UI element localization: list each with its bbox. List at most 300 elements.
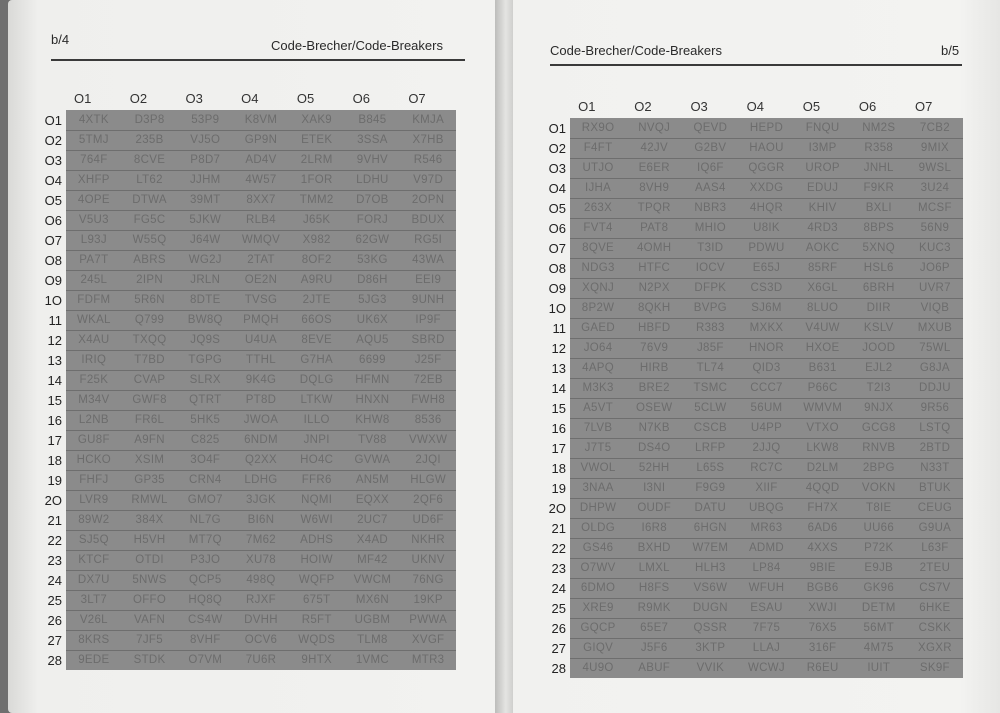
code-cell: QSSR: [693, 621, 728, 634]
code-cell: IJHA: [585, 181, 612, 194]
code-cell: 2TAT: [247, 253, 275, 266]
code-cell: FDFM: [77, 293, 111, 306]
column-header: O6: [858, 99, 877, 114]
code-cell: 3NAA: [582, 481, 614, 494]
code-cell: G2BV: [694, 141, 727, 154]
code-cell: RC7C: [750, 461, 783, 474]
row-divider: [66, 370, 456, 371]
left-page-title: Code-Brecher/Code-Breakers: [271, 38, 443, 53]
code-cell: 263X: [584, 201, 613, 214]
code-cell: XWJI: [808, 601, 837, 614]
code-cell: R358: [864, 141, 894, 154]
column-header: O5: [296, 91, 315, 106]
code-cell: UVR7: [918, 281, 951, 294]
code-cell: 8EVE: [301, 333, 332, 346]
code-cell: VWOL: [580, 461, 616, 474]
code-cell: LMXL: [638, 561, 670, 574]
code-cell: 2IPN: [136, 273, 163, 286]
code-cell: XAK9: [301, 113, 332, 126]
code-cell: FG5C: [133, 213, 166, 226]
code-cell: 5JG3: [358, 293, 387, 306]
code-cell: UTJO: [582, 161, 614, 174]
code-cell: R383: [696, 321, 725, 334]
code-cell: V97D: [413, 173, 444, 186]
left-header-rule: [51, 59, 465, 61]
code-cell: BGB6: [806, 581, 839, 594]
code-cell: L63F: [921, 541, 949, 554]
code-cell: 2QF6: [413, 493, 444, 506]
code-cell: AQU5: [356, 333, 389, 346]
code-cell: 316F: [808, 641, 837, 654]
code-cell: VVIK: [696, 661, 725, 674]
row-number: 25: [47, 592, 62, 608]
row-divider: [570, 318, 963, 319]
code-cell: QID3: [752, 361, 781, 374]
code-cell: B631: [808, 361, 837, 374]
row-number: 28: [551, 660, 566, 676]
code-cell: LKW8: [806, 441, 839, 454]
code-cell: A9FN: [134, 433, 165, 446]
row-number: O5: [44, 192, 62, 208]
code-cell: PWWA: [409, 613, 448, 626]
code-cell: EJL2: [865, 361, 893, 374]
code-cell: ESAU: [750, 601, 783, 614]
code-cell: X6GL: [807, 281, 838, 294]
code-cell: WMVM: [803, 401, 843, 414]
code-cell: HFMN: [355, 373, 390, 386]
row-divider: [570, 338, 963, 339]
code-cell: TL74: [696, 361, 725, 374]
code-cell: D86H: [357, 273, 388, 286]
code-cell: 5NWS: [132, 573, 167, 586]
code-cell: VIQB: [920, 301, 950, 314]
row-divider: [570, 578, 963, 579]
code-cell: PAT8: [640, 221, 669, 234]
row-number: 1O: [548, 300, 566, 316]
row-divider: [66, 170, 456, 171]
row-number: 12: [47, 332, 62, 348]
code-cell: DS4O: [637, 441, 671, 454]
code-cell: DX7U: [77, 573, 110, 586]
code-cell: X7HB: [412, 133, 444, 146]
code-cell: 19KP: [413, 593, 443, 606]
code-cell: C825: [190, 433, 220, 446]
row-divider: [66, 550, 456, 551]
code-cell: 9UNH: [411, 293, 445, 306]
code-cell: LSTQ: [919, 421, 951, 434]
code-cell: 2JJQ: [752, 441, 781, 454]
code-cell: AOKC: [805, 241, 840, 254]
code-cell: EQXX: [355, 493, 389, 506]
code-cell: SLRX: [189, 373, 221, 386]
code-cell: 9EDE: [78, 653, 110, 666]
code-cell: XU78: [246, 553, 276, 566]
code-cell: G7HA: [300, 353, 333, 366]
code-cell: 56MT: [863, 621, 895, 634]
code-cell: KTCF: [78, 553, 110, 566]
code-cell: 9NJX: [864, 401, 894, 414]
row-number: O1: [44, 112, 62, 128]
code-cell: 8536: [414, 413, 442, 426]
code-cell: 3U24: [920, 181, 950, 194]
row-number: O2: [44, 132, 62, 148]
code-cell: EDUJ: [807, 181, 839, 194]
code-cell: R9MK: [637, 601, 671, 614]
code-cell: O7VM: [188, 653, 223, 666]
code-cell: 8OF2: [301, 253, 332, 266]
row-divider: [66, 590, 456, 591]
code-cell: MXKX: [749, 321, 784, 334]
code-cell: 8KRS: [78, 633, 110, 646]
row-divider: [570, 258, 963, 259]
code-cell: 7M62: [246, 533, 276, 546]
code-cell: B845: [358, 113, 387, 126]
code-cell: KHIV: [808, 201, 837, 214]
row-divider: [66, 610, 456, 611]
code-cell: 62GW: [355, 233, 390, 246]
code-cell: WQDS: [298, 633, 336, 646]
row-divider: [66, 270, 456, 271]
code-cell: 3JGK: [246, 493, 276, 506]
code-cell: NQMI: [301, 493, 333, 506]
column-header: O3: [690, 99, 708, 114]
code-cell: UGBM: [354, 613, 391, 626]
row-number: 21: [47, 512, 62, 528]
code-cell: LDHG: [244, 473, 278, 486]
code-cell: R5FT: [301, 613, 332, 626]
code-cell: XVGF: [411, 633, 445, 646]
code-cell: T2I3: [866, 381, 891, 394]
code-cell: CSKK: [918, 621, 952, 634]
code-cell: OSEW: [636, 401, 673, 414]
code-cell: U4UA: [245, 333, 277, 346]
code-cell: UU66: [863, 521, 895, 534]
code-cell: ADHS: [300, 533, 334, 546]
code-cell: VAFN: [134, 613, 166, 626]
code-cell: JWOA: [243, 413, 279, 426]
code-cell: IP9F: [415, 313, 441, 326]
code-cell: DTWA: [132, 193, 167, 206]
code-cell: GWF8: [132, 393, 167, 406]
row-number: 24: [551, 580, 566, 596]
code-cell: MTR3: [411, 653, 445, 666]
code-cell: VJ5O: [190, 133, 221, 146]
row-divider: [570, 558, 963, 559]
row-divider: [66, 190, 456, 191]
code-cell: LP84: [752, 561, 781, 574]
code-cell: 764F: [80, 153, 108, 166]
code-cell: 3SSA: [357, 133, 388, 146]
code-cell: 2LRM: [300, 153, 333, 166]
code-cell: IUIT: [867, 661, 891, 674]
code-cell: J5F6: [640, 641, 668, 654]
code-cell: MR63: [750, 521, 783, 534]
code-cell: P8D7: [190, 153, 221, 166]
row-divider: [570, 438, 963, 439]
code-cell: 8XX7: [246, 193, 276, 206]
row-number: O6: [44, 212, 62, 228]
row-number: 18: [47, 452, 62, 468]
code-cell: 7U6R: [245, 653, 277, 666]
code-cell: WFUH: [748, 581, 785, 594]
row-number: O8: [548, 260, 566, 276]
code-cell: LLAJ: [752, 641, 781, 654]
code-cell: 4OPE: [77, 193, 110, 206]
row-number: 19: [551, 480, 566, 496]
row-divider: [66, 210, 456, 211]
row-divider: [66, 130, 456, 131]
code-cell: NDG3: [581, 261, 615, 274]
code-cell: VOKN: [861, 481, 896, 494]
code-cell: PMQH: [243, 313, 279, 326]
code-cell: JNHL: [863, 161, 894, 174]
row-number: 19: [47, 472, 62, 488]
code-cell: RJXF: [246, 593, 276, 606]
code-cell: GQCP: [580, 621, 616, 634]
code-cell: 9HTX: [301, 653, 332, 666]
code-cell: HXOE: [805, 341, 840, 354]
code-cell: VWCM: [353, 573, 392, 586]
row-number: 17: [551, 440, 566, 456]
code-cell: A9RU: [300, 273, 333, 286]
code-cell: 4OMH: [636, 241, 672, 254]
code-cell: TTHL: [246, 353, 276, 366]
row-divider: [66, 530, 456, 531]
code-cell: G8JA: [919, 361, 950, 374]
code-cell: TSMC: [693, 381, 728, 394]
code-cell: XQNJ: [582, 281, 614, 294]
code-cell: Q799: [134, 313, 165, 326]
code-cell: FNQU: [805, 121, 840, 134]
code-cell: F9KR: [863, 181, 895, 194]
code-cell: JOOD: [862, 341, 896, 354]
code-cell: F4FT: [583, 141, 613, 154]
code-cell: 76V9: [640, 341, 669, 354]
code-cell: JJHM: [189, 173, 221, 186]
code-cell: T3ID: [697, 241, 724, 254]
row-number: 24: [47, 572, 62, 588]
row-number: O4: [548, 180, 566, 196]
code-cell: XHFP: [77, 173, 110, 186]
code-cell: UKNV: [411, 553, 445, 566]
code-cell: TXQQ: [132, 333, 167, 346]
code-cell: FVT4: [583, 221, 613, 234]
book-gutter: [495, 0, 513, 713]
code-cell: SJ6M: [751, 301, 782, 314]
code-cell: DQLG: [299, 373, 334, 386]
code-cell: 9BIE: [809, 561, 836, 574]
code-cell: QEVD: [693, 121, 728, 134]
code-cell: OLDG: [581, 521, 615, 534]
row-divider: [570, 298, 963, 299]
code-cell: 53KG: [357, 253, 388, 266]
row-divider: [570, 478, 963, 479]
code-cell: 5CLW: [694, 401, 727, 414]
code-cell: M3K3: [582, 381, 614, 394]
code-cell: 1FOR: [300, 173, 333, 186]
code-cell: T7BD: [134, 353, 165, 366]
row-divider: [570, 398, 963, 399]
code-cell: 76X5: [808, 621, 837, 634]
row-number: O3: [548, 160, 566, 176]
code-cell: U4PP: [750, 421, 783, 434]
row-number: O5: [548, 200, 566, 216]
row-divider: [66, 250, 456, 251]
code-cell: 8VHF: [189, 633, 221, 646]
code-cell: GIQV: [583, 641, 614, 654]
code-cell: 8CVE: [133, 153, 166, 166]
code-cell: 4HQR: [749, 201, 784, 214]
code-cell: N7KB: [638, 421, 670, 434]
row-divider: [66, 150, 456, 151]
code-cell: J65K: [302, 213, 331, 226]
code-cell: RNVB: [862, 441, 896, 454]
code-cell: BW8Q: [187, 313, 223, 326]
row-divider: [570, 598, 963, 599]
row-number: 17: [47, 432, 62, 448]
code-cell: DHPW: [579, 501, 617, 514]
column-header: O7: [408, 91, 426, 106]
row-number: 14: [47, 372, 62, 388]
code-cell: V26L: [79, 613, 108, 626]
column-header: O3: [185, 91, 203, 106]
code-cell: H8FS: [638, 581, 670, 594]
code-cell: HLGW: [410, 473, 446, 486]
code-cell: 3KTP: [695, 641, 726, 654]
code-cell: L93J: [80, 233, 107, 246]
code-cell: CS7V: [919, 581, 951, 594]
row-divider: [570, 218, 963, 219]
code-cell: GMO7: [187, 493, 223, 506]
code-cell: KSLV: [863, 321, 894, 334]
code-cell: STDK: [133, 653, 166, 666]
code-cell: BXHD: [637, 541, 671, 554]
code-cell: 56UM: [750, 401, 783, 414]
code-cell: QCP5: [189, 573, 222, 586]
right-header-rule: [550, 64, 962, 66]
code-cell: BDUX: [411, 213, 445, 226]
row-divider: [66, 470, 456, 471]
code-cell: A5VT: [583, 401, 614, 414]
code-cell: XRE9: [582, 601, 614, 614]
code-cell: 5TMJ: [78, 133, 109, 146]
code-cell: ILLO: [303, 413, 330, 426]
row-divider: [66, 390, 456, 391]
code-cell: D2LM: [806, 461, 839, 474]
code-cell: WG2J: [188, 253, 222, 266]
code-cell: E9JB: [864, 561, 894, 574]
code-cell: GVWA: [354, 453, 391, 466]
row-divider: [570, 498, 963, 499]
code-cell: JNPI: [303, 433, 330, 446]
row-divider: [66, 290, 456, 291]
code-cell: X982: [302, 233, 331, 246]
row-number: 2O: [44, 492, 62, 508]
row-number: 23: [551, 560, 566, 576]
code-cell: SJ5Q: [78, 533, 109, 546]
code-cell: NVQJ: [638, 121, 671, 134]
code-cell: CSCB: [693, 421, 727, 434]
row-number: 16: [551, 420, 566, 436]
code-cell: LT62: [136, 173, 163, 186]
code-cell: CS4W: [188, 613, 223, 626]
code-cell: RX9O: [581, 121, 615, 134]
code-cell: I3MP: [808, 141, 837, 154]
row-number: O8: [44, 252, 62, 268]
code-cell: PDWU: [748, 241, 785, 254]
code-cell: 2JTE: [302, 293, 331, 306]
row-number: 11: [552, 320, 566, 336]
row-divider: [570, 458, 963, 459]
code-cell: 76NG: [412, 573, 444, 586]
code-cell: 675T: [302, 593, 331, 606]
left-page-number: b/4: [51, 32, 70, 47]
code-cell: 2UC7: [357, 513, 388, 526]
right-page-number: b/5: [941, 43, 960, 58]
code-cell: UK6X: [356, 313, 389, 326]
code-cell: 6BRH: [862, 281, 895, 294]
code-cell: 52HH: [638, 461, 670, 474]
code-cell: L65S: [696, 461, 725, 474]
row-number: 25: [551, 600, 566, 616]
code-cell: LTKW: [300, 393, 333, 406]
code-cell: KMJA: [412, 113, 445, 126]
row-number: 21: [551, 520, 566, 536]
code-cell: 9K4G: [245, 373, 277, 386]
code-cell: ETEK: [301, 133, 333, 146]
code-cell: R546: [413, 153, 443, 166]
code-cell: 89W2: [78, 513, 110, 526]
code-cell: 75WL: [919, 341, 951, 354]
row-divider: [66, 410, 456, 411]
code-cell: X4AD: [356, 533, 389, 546]
row-divider: [66, 430, 456, 431]
code-cell: OUDF: [637, 501, 672, 514]
row-divider: [66, 450, 456, 451]
code-cell: DETM: [861, 601, 896, 614]
code-cell: DDJU: [918, 381, 951, 394]
row-divider: [570, 138, 963, 139]
code-cell: MT7Q: [188, 533, 222, 546]
code-cell: MHIO: [694, 221, 726, 234]
code-cell: AAS4: [695, 181, 726, 194]
code-cell: IRIQ: [81, 353, 107, 366]
code-cell: GP9N: [244, 133, 278, 146]
code-cell: HEPD: [749, 121, 784, 134]
row-divider: [570, 278, 963, 279]
row-number: 13: [47, 352, 62, 368]
row-number: 1O: [44, 292, 62, 308]
code-cell: ABUF: [638, 661, 671, 674]
code-cell: 6NDM: [244, 433, 278, 446]
code-cell: 2OPN: [411, 193, 445, 206]
code-cell: H5VH: [133, 533, 166, 546]
code-cell: MF42: [357, 553, 388, 566]
code-cell: EEI9: [415, 273, 442, 286]
code-cell: V5U3: [78, 213, 109, 226]
code-cell: XGXR: [918, 641, 952, 654]
code-cell: J7T5: [584, 441, 612, 454]
code-cell: HCKO: [76, 453, 112, 466]
code-cell: SBRD: [411, 333, 445, 346]
code-cell: 9MIX: [920, 141, 949, 154]
code-cell: QTRT: [189, 393, 222, 406]
code-cell: HO4C: [300, 453, 334, 466]
row-divider: [66, 310, 456, 311]
column-header: O4: [746, 99, 764, 114]
code-cell: VTXO: [806, 421, 839, 434]
code-cell: UD6F: [412, 513, 444, 526]
